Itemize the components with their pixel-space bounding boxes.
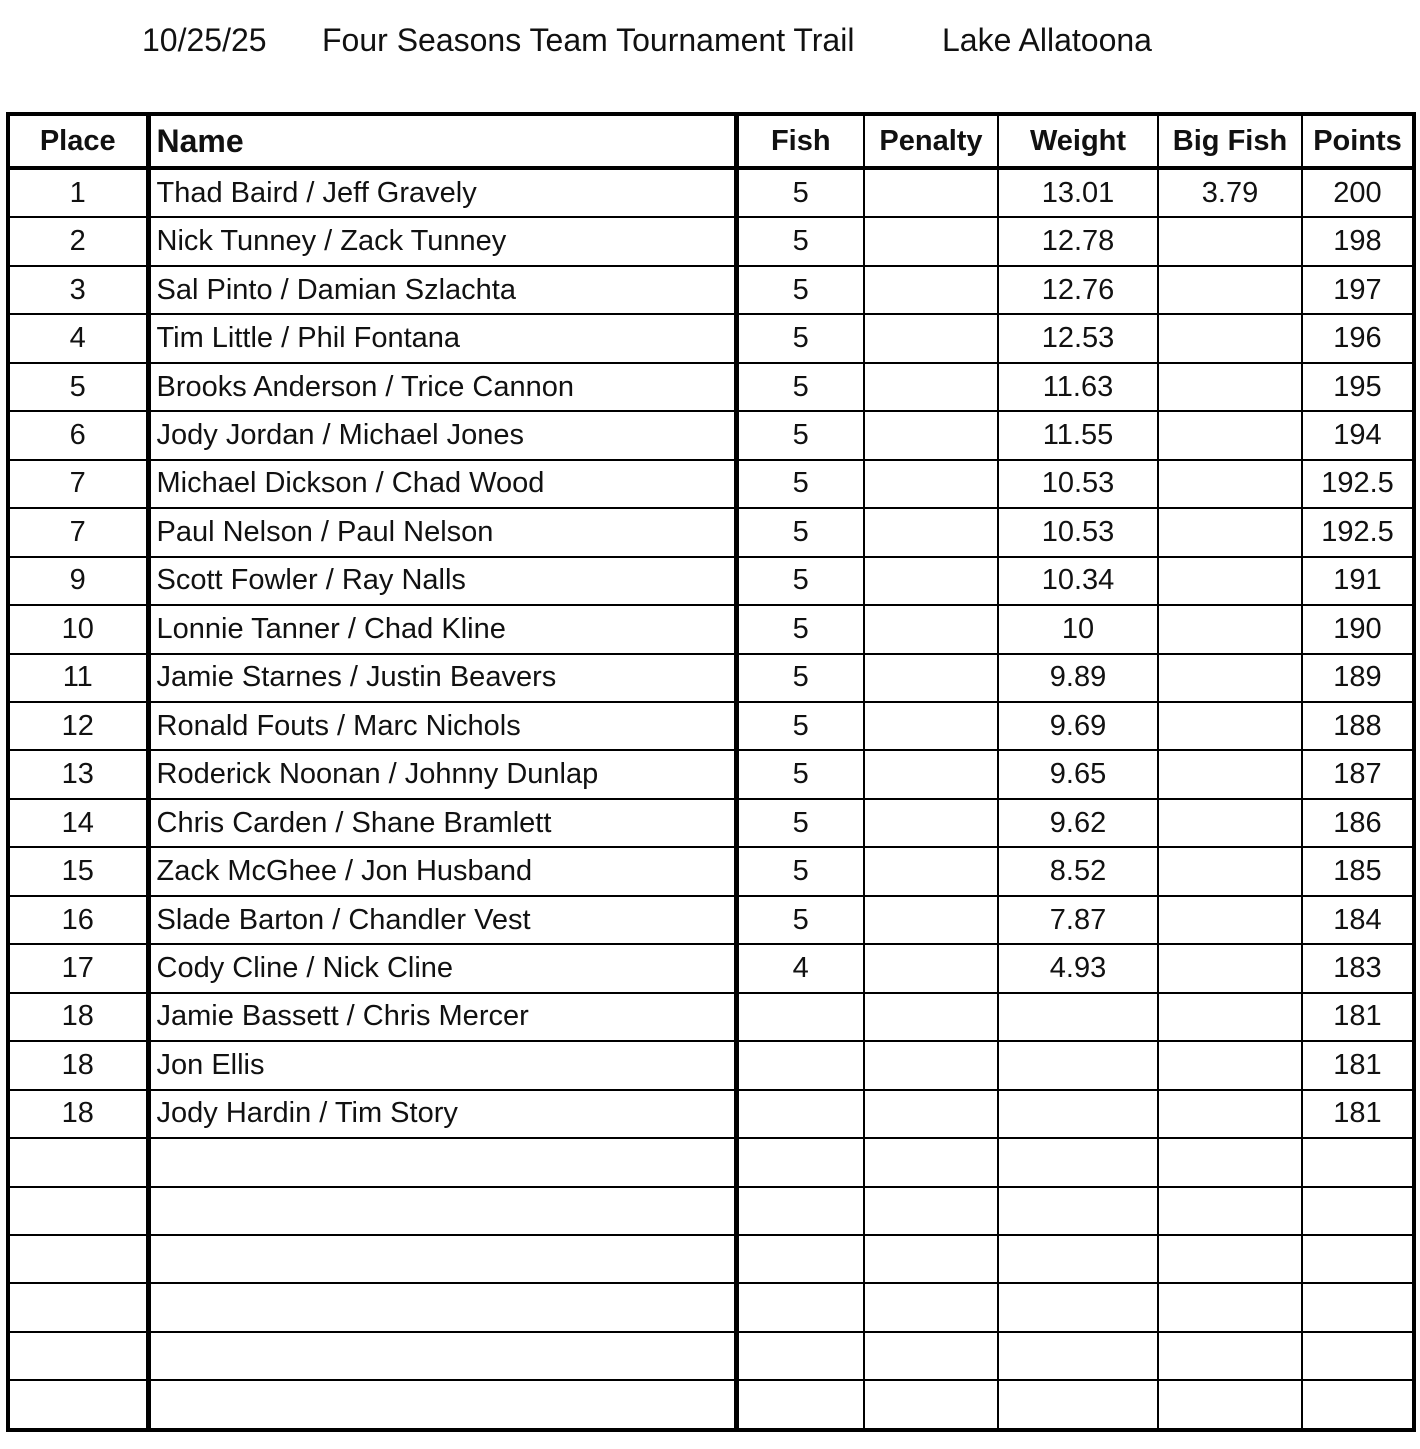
cell-weight [998, 1332, 1158, 1380]
cell-place: 7 [8, 460, 148, 508]
cell-penalty [864, 508, 998, 556]
table-row [8, 654, 1414, 702]
cell-points: 196 [1302, 314, 1414, 362]
cell-big-fish: 3.79 [1158, 168, 1302, 217]
cell-place [8, 1332, 148, 1380]
cell-name: Jamie Starnes / Justin Beavers [148, 654, 736, 702]
table-row [8, 944, 1414, 992]
cell-place: 5 [8, 363, 148, 411]
cell-points: 192.5 [1302, 508, 1414, 556]
cell-penalty [864, 460, 998, 508]
cell-fish: 5 [736, 363, 864, 411]
cell-points: 195 [1302, 363, 1414, 411]
column-header-weight: Weight [998, 114, 1158, 168]
cell-penalty [864, 1041, 998, 1089]
cell-points [1302, 1283, 1414, 1331]
cell-name: Zack McGhee / Jon Husband [148, 847, 736, 895]
cell-big-fish [1158, 799, 1302, 847]
column-header-fish: Fish [736, 114, 864, 168]
cell-points: 184 [1302, 896, 1414, 944]
cell-weight: 10.53 [998, 508, 1158, 556]
cell-place: 7 [8, 508, 148, 556]
cell-points: 181 [1302, 993, 1414, 1041]
cell-name: Chris Carden / Shane Bramlett [148, 799, 736, 847]
cell-name: Roderick Noonan / Johnny Dunlap [148, 750, 736, 798]
cell-name: Jody Jordan / Michael Jones [148, 411, 736, 459]
cell-place [8, 1187, 148, 1235]
cell-name: Brooks Anderson / Trice Cannon [148, 363, 736, 411]
cell-points [1302, 1235, 1414, 1283]
cell-penalty [864, 1090, 998, 1138]
cell-fish: 5 [736, 411, 864, 459]
cell-weight: 12.76 [998, 266, 1158, 314]
cell-points: 194 [1302, 411, 1414, 459]
cell-weight [998, 1380, 1158, 1430]
cell-big-fish [1158, 1235, 1302, 1283]
cell-place: 3 [8, 266, 148, 314]
cell-points [1302, 1332, 1414, 1380]
cell-place: 1 [8, 168, 148, 217]
cell-fish: 5 [736, 605, 864, 653]
cell-points: 186 [1302, 799, 1414, 847]
cell-big-fish [1158, 750, 1302, 798]
table-row [8, 1235, 1414, 1283]
cell-weight: 4.93 [998, 944, 1158, 992]
cell-fish: 5 [736, 702, 864, 750]
table-row [8, 799, 1414, 847]
cell-name [148, 1380, 736, 1430]
cell-weight: 9.62 [998, 799, 1158, 847]
cell-big-fish [1158, 993, 1302, 1041]
cell-weight: 10 [998, 605, 1158, 653]
cell-points: 191 [1302, 557, 1414, 605]
cell-penalty [864, 993, 998, 1041]
table-row [8, 314, 1414, 362]
cell-weight: 13.01 [998, 168, 1158, 217]
cell-big-fish [1158, 266, 1302, 314]
cell-fish [736, 1138, 864, 1186]
column-header-place: Place [8, 114, 148, 168]
cell-big-fish [1158, 1283, 1302, 1331]
cell-penalty [864, 750, 998, 798]
cell-big-fish [1158, 1090, 1302, 1138]
table-row [8, 411, 1414, 459]
cell-big-fish [1158, 460, 1302, 508]
cell-penalty [864, 1187, 998, 1235]
table-row [8, 1283, 1414, 1331]
cell-name: Paul Nelson / Paul Nelson [148, 508, 736, 556]
cell-penalty [864, 702, 998, 750]
cell-penalty [864, 217, 998, 265]
cell-penalty [864, 411, 998, 459]
cell-name [148, 1332, 736, 1380]
cell-name: Nick Tunney / Zack Tunney [148, 217, 736, 265]
cell-points [1302, 1380, 1414, 1430]
cell-points [1302, 1138, 1414, 1186]
cell-place: 2 [8, 217, 148, 265]
cell-fish [736, 993, 864, 1041]
cell-name [148, 1235, 736, 1283]
cell-weight: 9.69 [998, 702, 1158, 750]
cell-fish: 5 [736, 508, 864, 556]
cell-place: 18 [8, 993, 148, 1041]
cell-big-fish [1158, 557, 1302, 605]
cell-points: 200 [1302, 168, 1414, 217]
cell-penalty [864, 896, 998, 944]
cell-points: 188 [1302, 702, 1414, 750]
cell-place: 10 [8, 605, 148, 653]
lake-name: Lake Allatoona [942, 22, 1152, 58]
cell-fish [736, 1332, 864, 1380]
cell-fish: 5 [736, 314, 864, 362]
table-row [8, 557, 1414, 605]
cell-weight [998, 1187, 1158, 1235]
table-row [8, 1041, 1414, 1089]
cell-name: Slade Barton / Chandler Vest [148, 896, 736, 944]
cell-big-fish [1158, 1187, 1302, 1235]
cell-name: Scott Fowler / Ray Nalls [148, 557, 736, 605]
cell-big-fish [1158, 363, 1302, 411]
column-header-name: Name [148, 114, 736, 168]
cell-name: Cody Cline / Nick Cline [148, 944, 736, 992]
cell-penalty [864, 1380, 998, 1430]
column-header-big-fish: Big Fish [1158, 114, 1302, 168]
cell-penalty [864, 1138, 998, 1186]
cell-fish [736, 1283, 864, 1331]
cell-place: 13 [8, 750, 148, 798]
cell-penalty [864, 266, 998, 314]
cell-place: 17 [8, 944, 148, 992]
cell-weight: 12.78 [998, 217, 1158, 265]
cell-weight [998, 1090, 1158, 1138]
cell-name: Jamie Bassett / Chris Mercer [148, 993, 736, 1041]
cell-penalty [864, 363, 998, 411]
cell-name [148, 1283, 736, 1331]
cell-weight: 10.53 [998, 460, 1158, 508]
cell-penalty [864, 605, 998, 653]
cell-fish: 5 [736, 217, 864, 265]
cell-big-fish [1158, 847, 1302, 895]
cell-name: Michael Dickson / Chad Wood [148, 460, 736, 508]
cell-points: 190 [1302, 605, 1414, 653]
cell-weight [998, 1138, 1158, 1186]
cell-fish: 5 [736, 557, 864, 605]
cell-big-fish [1158, 654, 1302, 702]
cell-points: 181 [1302, 1090, 1414, 1138]
cell-place: 18 [8, 1090, 148, 1138]
cell-place [8, 1283, 148, 1331]
cell-fish: 5 [736, 799, 864, 847]
event-name: Four Seasons Team Tournament Trail [322, 22, 855, 58]
cell-weight: 9.89 [998, 654, 1158, 702]
table-header-row [8, 114, 1414, 168]
cell-fish: 5 [736, 168, 864, 217]
page-title [0, 18, 1420, 62]
cell-points: 197 [1302, 266, 1414, 314]
table-row [8, 1332, 1414, 1380]
cell-big-fish [1158, 702, 1302, 750]
cell-big-fish [1158, 1380, 1302, 1430]
cell-big-fish [1158, 508, 1302, 556]
cell-fish [736, 1380, 864, 1430]
cell-penalty [864, 1283, 998, 1331]
cell-big-fish [1158, 411, 1302, 459]
cell-points: 189 [1302, 654, 1414, 702]
cell-weight: 12.53 [998, 314, 1158, 362]
column-header-points: Points [1302, 114, 1414, 168]
cell-penalty [864, 944, 998, 992]
cell-fish [736, 1041, 864, 1089]
cell-fish: 5 [736, 266, 864, 314]
cell-name [148, 1187, 736, 1235]
cell-weight: 10.34 [998, 557, 1158, 605]
cell-place: 11 [8, 654, 148, 702]
cell-points [1302, 1187, 1414, 1235]
cell-fish: 5 [736, 847, 864, 895]
cell-fish [736, 1090, 864, 1138]
cell-fish: 5 [736, 750, 864, 798]
tournament-date: 10/25/25 [142, 22, 267, 58]
cell-place: 9 [8, 557, 148, 605]
cell-place: 15 [8, 847, 148, 895]
cell-fish: 5 [736, 460, 864, 508]
cell-weight [998, 1041, 1158, 1089]
cell-weight [998, 1235, 1158, 1283]
cell-points: 181 [1302, 1041, 1414, 1089]
table-row [8, 508, 1414, 556]
cell-place: 16 [8, 896, 148, 944]
cell-big-fish [1158, 896, 1302, 944]
cell-weight [998, 993, 1158, 1041]
cell-penalty [864, 847, 998, 895]
cell-weight: 8.52 [998, 847, 1158, 895]
cell-name: Ronald Fouts / Marc Nichols [148, 702, 736, 750]
cell-big-fish [1158, 944, 1302, 992]
cell-place: 12 [8, 702, 148, 750]
cell-big-fish [1158, 605, 1302, 653]
table-row [8, 847, 1414, 895]
cell-big-fish [1158, 217, 1302, 265]
cell-weight [998, 1283, 1158, 1331]
cell-points: 187 [1302, 750, 1414, 798]
table-row [8, 266, 1414, 314]
cell-penalty [864, 799, 998, 847]
cell-place: 14 [8, 799, 148, 847]
cell-weight: 11.63 [998, 363, 1158, 411]
cell-penalty [864, 1332, 998, 1380]
cell-name: Thad Baird / Jeff Gravely [148, 168, 736, 217]
cell-place [8, 1138, 148, 1186]
results-table [6, 112, 1416, 1432]
cell-big-fish [1158, 314, 1302, 362]
cell-weight: 7.87 [998, 896, 1158, 944]
table-row [8, 605, 1414, 653]
table-row [8, 168, 1414, 217]
table-row [8, 1380, 1414, 1430]
cell-points: 183 [1302, 944, 1414, 992]
table-row [8, 702, 1414, 750]
cell-penalty [864, 168, 998, 217]
table-row [8, 1138, 1414, 1186]
cell-name: Tim Little / Phil Fontana [148, 314, 736, 362]
cell-weight: 9.65 [998, 750, 1158, 798]
table-row [8, 896, 1414, 944]
cell-fish: 5 [736, 896, 864, 944]
table-row [8, 363, 1414, 411]
cell-place: 18 [8, 1041, 148, 1089]
cell-big-fish [1158, 1041, 1302, 1089]
cell-name [148, 1138, 736, 1186]
cell-name: Jon Ellis [148, 1041, 736, 1089]
cell-penalty [864, 1235, 998, 1283]
cell-points: 192.5 [1302, 460, 1414, 508]
table-row [8, 1187, 1414, 1235]
table-row [8, 460, 1414, 508]
cell-penalty [864, 557, 998, 605]
cell-fish: 4 [736, 944, 864, 992]
cell-name: Jody Hardin / Tim Story [148, 1090, 736, 1138]
cell-name: Lonnie Tanner / Chad Kline [148, 605, 736, 653]
cell-fish [736, 1235, 864, 1283]
table-row [8, 217, 1414, 265]
cell-place: 6 [8, 411, 148, 459]
cell-weight: 11.55 [998, 411, 1158, 459]
cell-place [8, 1235, 148, 1283]
table-row [8, 993, 1414, 1041]
table-row [8, 1090, 1414, 1138]
cell-penalty [864, 314, 998, 362]
cell-big-fish [1158, 1332, 1302, 1380]
cell-fish: 5 [736, 654, 864, 702]
cell-place: 4 [8, 314, 148, 362]
cell-big-fish [1158, 1138, 1302, 1186]
cell-points: 198 [1302, 217, 1414, 265]
cell-fish [736, 1187, 864, 1235]
cell-penalty [864, 654, 998, 702]
cell-points: 185 [1302, 847, 1414, 895]
cell-name: Sal Pinto / Damian Szlachta [148, 266, 736, 314]
cell-place [8, 1380, 148, 1430]
table-row [8, 750, 1414, 798]
column-header-penalty: Penalty [864, 114, 998, 168]
